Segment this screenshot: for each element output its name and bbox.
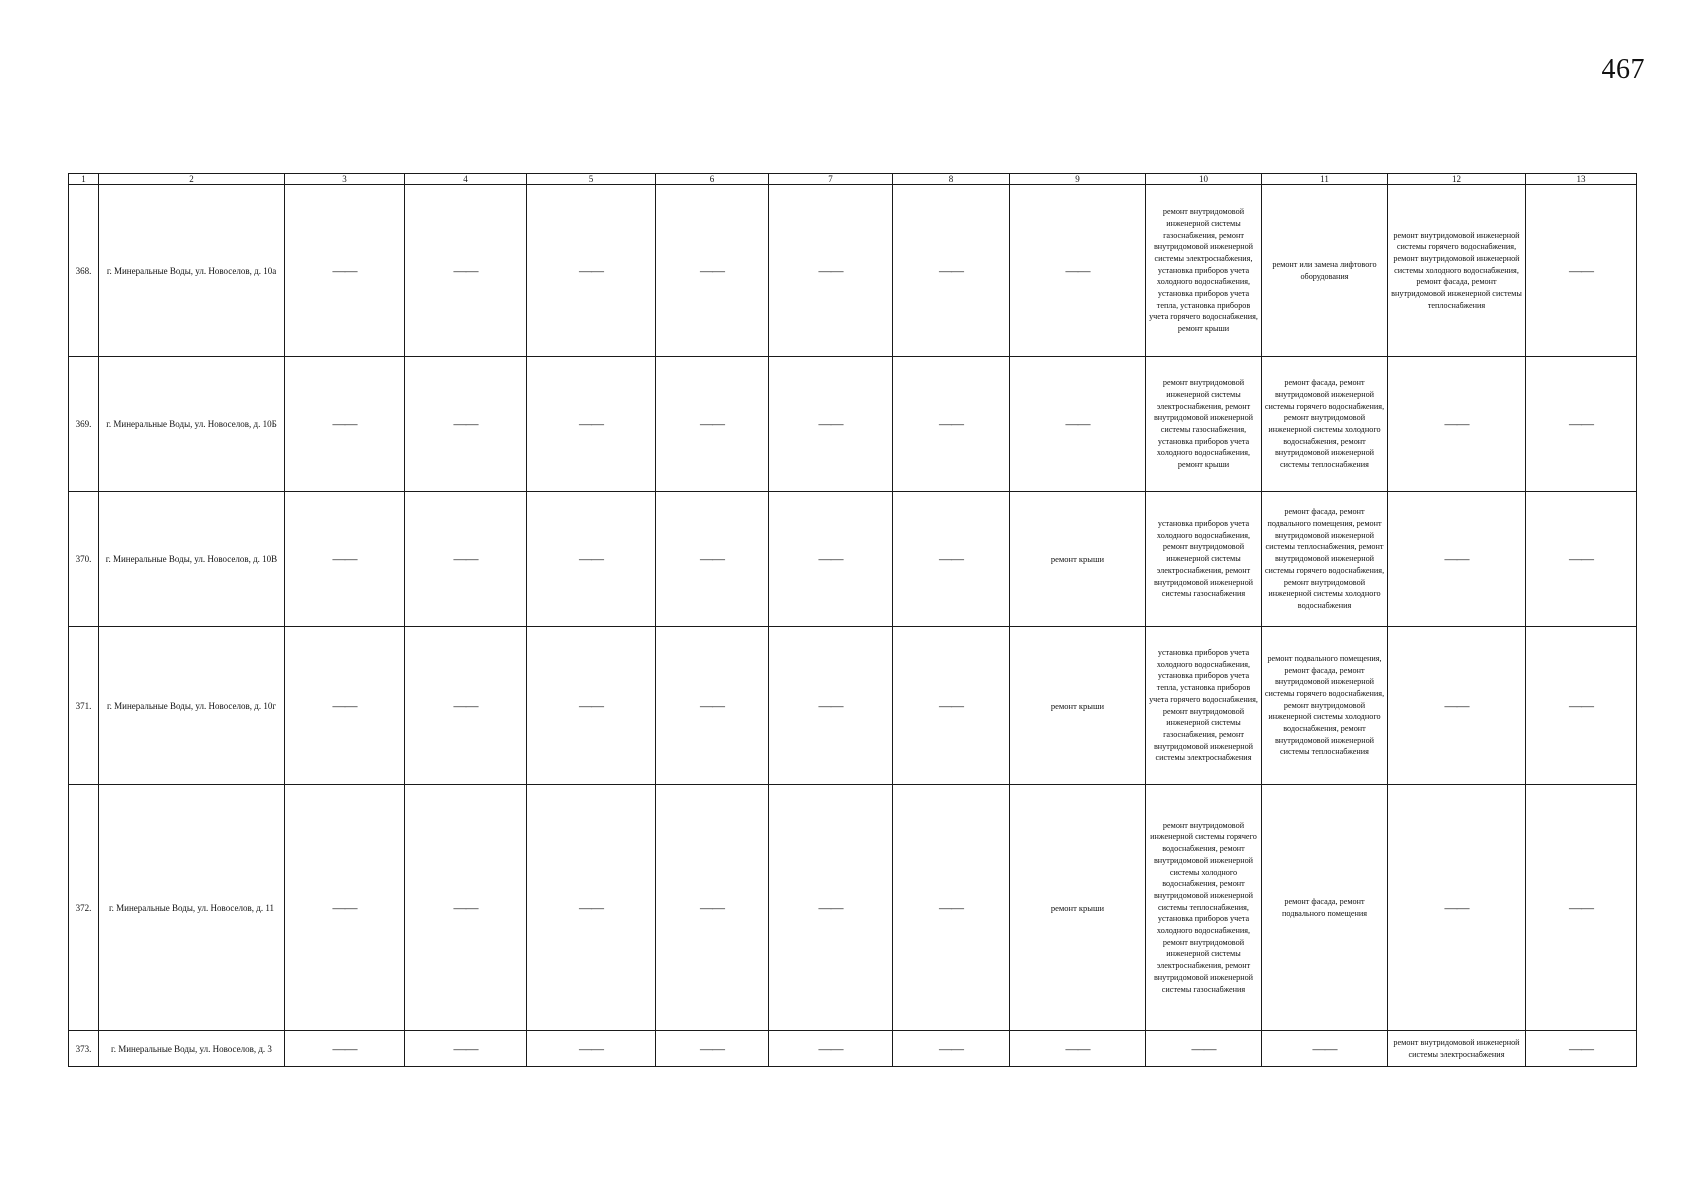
dash-cell [1526, 185, 1637, 357]
empty-dash: —— [332, 416, 357, 431]
empty-dash: —— [939, 1040, 963, 1056]
works-cell: ремонт или замена лифтового оборудования [1262, 185, 1388, 357]
dash-cell [285, 357, 405, 492]
address-cell: г. Минеральные Воды, ул. Новоселов, д. 10г [99, 627, 285, 785]
dash-cell [527, 627, 656, 785]
empty-dash: —— [700, 1040, 724, 1056]
empty-dash: —— [1444, 551, 1469, 566]
empty-dash: —— [700, 262, 724, 278]
address-cell: г. Минеральные Воды, ул. Новоселов, д. 11 [99, 785, 285, 1031]
empty-dash: —— [1569, 899, 1593, 915]
empty-dash: —— [332, 697, 357, 713]
empty-dash: —— [818, 551, 843, 566]
column-header: 6 [656, 174, 769, 185]
column-header: 8 [893, 174, 1010, 185]
dash-cell [405, 627, 527, 785]
row-number: 368. [69, 185, 99, 357]
dash-cell [285, 492, 405, 627]
empty-dash: —— [453, 416, 478, 431]
dash-cell [656, 185, 769, 357]
empty-dash: —— [818, 697, 843, 713]
column-header: 2 [99, 174, 285, 185]
row-number: 373. [69, 1031, 99, 1067]
works-cell: ремонт внутридомовой инженерной системы горячего водоснабжения, ремонт внутридомовой инженерной системы холодного водоснабжения, ремонт фасада, ремонт внутридомовой инженерной системы теплоснабжения [1388, 185, 1526, 357]
empty-dash: —— [1065, 262, 1090, 278]
works-cell: ремонт фасада, ремонт подвального помещения [1262, 785, 1388, 1031]
dash-cell [1526, 492, 1637, 627]
works-cell: установка приборов учета холодного водоснабжения, установка приборов учета тепла, установка приборов учета горячего водоснабжения, ремонт внутридомовой инженерной системы газоснабжения, ремонт внутридомовой инженерной системы электроснабжения [1146, 627, 1262, 785]
empty-dash: —— [332, 1040, 357, 1056]
works-cell: ремонт внутридомовой инженерной системы горячего водоснабжения, ремонт внутридомовой инженерной системы холодного водоснабжения, ремонт внутридомовой инженерной системы теплоснабжения, установка приборов учета холодного водоснабжения, ремонт внутридомовой инженерной системы электроснабжения, ремонт внутридомовой инженерной системы газоснабжения [1146, 785, 1262, 1031]
works-cell: ремонт фасада, ремонт подвального помещения, ремонт внутридомовой инженерной системы теплоснабжения, ремонт внутридомовой инженерной системы горячего водоснабжения, ремонт внутридомовой инженерной системы холодного водоснабжения [1262, 492, 1388, 627]
dash-cell [893, 185, 1010, 357]
dash-cell [1010, 357, 1146, 492]
dash-cell [285, 1031, 405, 1067]
dash-cell [656, 357, 769, 492]
empty-dash: —— [700, 899, 724, 915]
empty-dash: —— [332, 899, 357, 915]
table-row [69, 1031, 1637, 1067]
empty-dash: —— [453, 899, 478, 915]
empty-dash: —— [1569, 262, 1593, 278]
dash-cell [285, 785, 405, 1031]
works-cell: установка приборов учета холодного водоснабжения, ремонт внутридомовой инженерной системы электроснабжения, ремонт внутридомовой инженерной системы газоснабжения [1146, 492, 1262, 627]
empty-dash: —— [453, 1040, 478, 1056]
dash-cell [769, 627, 893, 785]
dash-cell [893, 357, 1010, 492]
column-number-row [69, 174, 1637, 185]
dash-cell [893, 627, 1010, 785]
works-cell: ремонт крыши [1010, 627, 1146, 785]
empty-dash: —— [700, 697, 724, 713]
empty-dash: —— [453, 697, 478, 713]
empty-dash: —— [579, 416, 603, 431]
dash-cell [1526, 627, 1637, 785]
empty-dash: —— [818, 416, 843, 431]
dash-cell [1388, 627, 1526, 785]
column-header: 11 [1262, 174, 1388, 185]
dash-cell [405, 492, 527, 627]
works-cell: ремонт крыши [1010, 492, 1146, 627]
empty-dash: —— [579, 551, 603, 566]
column-header: 5 [527, 174, 656, 185]
empty-dash: —— [818, 899, 843, 915]
dash-cell [285, 185, 405, 357]
dash-cell [527, 357, 656, 492]
dash-cell [405, 1031, 527, 1067]
dash-cell [1010, 1031, 1146, 1067]
dash-cell [893, 785, 1010, 1031]
column-header: 1 [69, 174, 99, 185]
empty-dash: —— [818, 1040, 843, 1056]
empty-dash: —— [1444, 899, 1469, 915]
dash-cell [656, 492, 769, 627]
dash-cell [769, 785, 893, 1031]
empty-dash: —— [453, 551, 478, 566]
table-header [69, 174, 1637, 185]
works-cell: ремонт внутридомовой инженерной системы электроснабжения, ремонт внутридомовой инженерной системы газоснабжения, установка приборов учета холодного водоснабжения, ремонт крыши [1146, 357, 1262, 492]
empty-dash: —— [332, 262, 357, 278]
empty-dash: —— [1191, 1040, 1216, 1056]
works-cell: ремонт подвального помещения, ремонт фасада, ремонт внутридомовой инженерной системы горячего водоснабжения, ремонт внутридомовой инженерной системы холодного водоснабжения, ремонт внутридомовой инженерной системы теплоснабжения [1262, 627, 1388, 785]
empty-dash: —— [332, 551, 357, 566]
table-row [69, 357, 1637, 492]
row-number: 369. [69, 357, 99, 492]
dash-cell [656, 1031, 769, 1067]
empty-dash: —— [939, 551, 963, 566]
row-number: 371. [69, 627, 99, 785]
empty-dash: —— [1569, 416, 1593, 431]
empty-dash: —— [579, 899, 603, 915]
empty-dash: —— [939, 899, 963, 915]
dash-cell [527, 785, 656, 1031]
dash-cell [1526, 1031, 1637, 1067]
dash-cell [656, 785, 769, 1031]
dash-cell [405, 185, 527, 357]
repair-program-table-container [68, 173, 1636, 1067]
dash-cell [527, 1031, 656, 1067]
row-number: 370. [69, 492, 99, 627]
empty-dash: —— [579, 262, 603, 278]
empty-dash: —— [1312, 1040, 1337, 1056]
table-row [69, 627, 1637, 785]
dash-cell [656, 627, 769, 785]
dash-cell [893, 492, 1010, 627]
column-header: 4 [405, 174, 527, 185]
empty-dash: —— [1444, 416, 1469, 431]
dash-cell [1526, 785, 1637, 1031]
column-header: 7 [769, 174, 893, 185]
dash-cell [1388, 785, 1526, 1031]
table-row [69, 492, 1637, 627]
empty-dash: —— [579, 697, 603, 713]
empty-dash: —— [1569, 1040, 1593, 1056]
repair-program-table [68, 173, 1637, 1067]
empty-dash: —— [939, 416, 963, 431]
empty-dash: —— [1444, 697, 1469, 713]
dash-cell [893, 1031, 1010, 1067]
column-header: 10 [1146, 174, 1262, 185]
dash-cell [769, 492, 893, 627]
works-cell: ремонт крыши [1010, 785, 1146, 1031]
dash-cell [1146, 1031, 1262, 1067]
dash-cell [769, 1031, 893, 1067]
empty-dash: —— [700, 416, 724, 431]
column-header: 13 [1526, 174, 1637, 185]
address-cell: г. Минеральные Воды, ул. Новоселов, д. 10Б [99, 357, 285, 492]
dash-cell [1010, 185, 1146, 357]
works-cell: ремонт внутридомовой инженерной системы газоснабжения, ремонт внутридомовой инженерной системы электроснабжения, установка приборов учета холодного водоснабжения, установка приборов учета тепла, установка приборов учета горячего водоснабжения, ремонт крыши [1146, 185, 1262, 357]
dash-cell [1526, 357, 1637, 492]
works-cell: ремонт фасада, ремонт внутридомовой инженерной системы горячего водоснабжения, ремонт внутридомовой инженерной системы холодного водоснабжения, ремонт внутридомовой инженерной системы теплоснабжения [1262, 357, 1388, 492]
dash-cell [1388, 357, 1526, 492]
empty-dash: —— [939, 262, 963, 278]
dash-cell [769, 185, 893, 357]
empty-dash: —— [453, 262, 478, 278]
empty-dash: —— [1065, 1040, 1090, 1056]
page-number: 467 [1601, 54, 1645, 85]
table-body [69, 185, 1637, 1067]
empty-dash: —— [1065, 416, 1090, 431]
table-row [69, 785, 1637, 1031]
empty-dash: —— [818, 262, 843, 278]
address-cell: г. Минеральные Воды, ул. Новоселов, д. 10а [99, 185, 285, 357]
dash-cell [527, 185, 656, 357]
address-cell: г. Минеральные Воды, ул. Новоселов, д. 3 [99, 1031, 285, 1067]
dash-cell [405, 357, 527, 492]
dash-cell [1262, 1031, 1388, 1067]
empty-dash: —— [1569, 697, 1593, 713]
dash-cell [405, 785, 527, 1031]
empty-dash: —— [700, 551, 724, 566]
row-number: 372. [69, 785, 99, 1031]
dash-cell [1388, 492, 1526, 627]
dash-cell [769, 357, 893, 492]
empty-dash: —— [939, 697, 963, 713]
empty-dash: —— [1569, 551, 1593, 566]
table-row [69, 185, 1637, 357]
dash-cell [527, 492, 656, 627]
empty-dash: —— [579, 1040, 603, 1056]
column-header: 12 [1388, 174, 1526, 185]
column-header: 9 [1010, 174, 1146, 185]
column-header: 3 [285, 174, 405, 185]
dash-cell [285, 627, 405, 785]
address-cell: г. Минеральные Воды, ул. Новоселов, д. 10В [99, 492, 285, 627]
works-cell: ремонт внутридомовой инженерной системы электроснабжения [1388, 1031, 1526, 1067]
